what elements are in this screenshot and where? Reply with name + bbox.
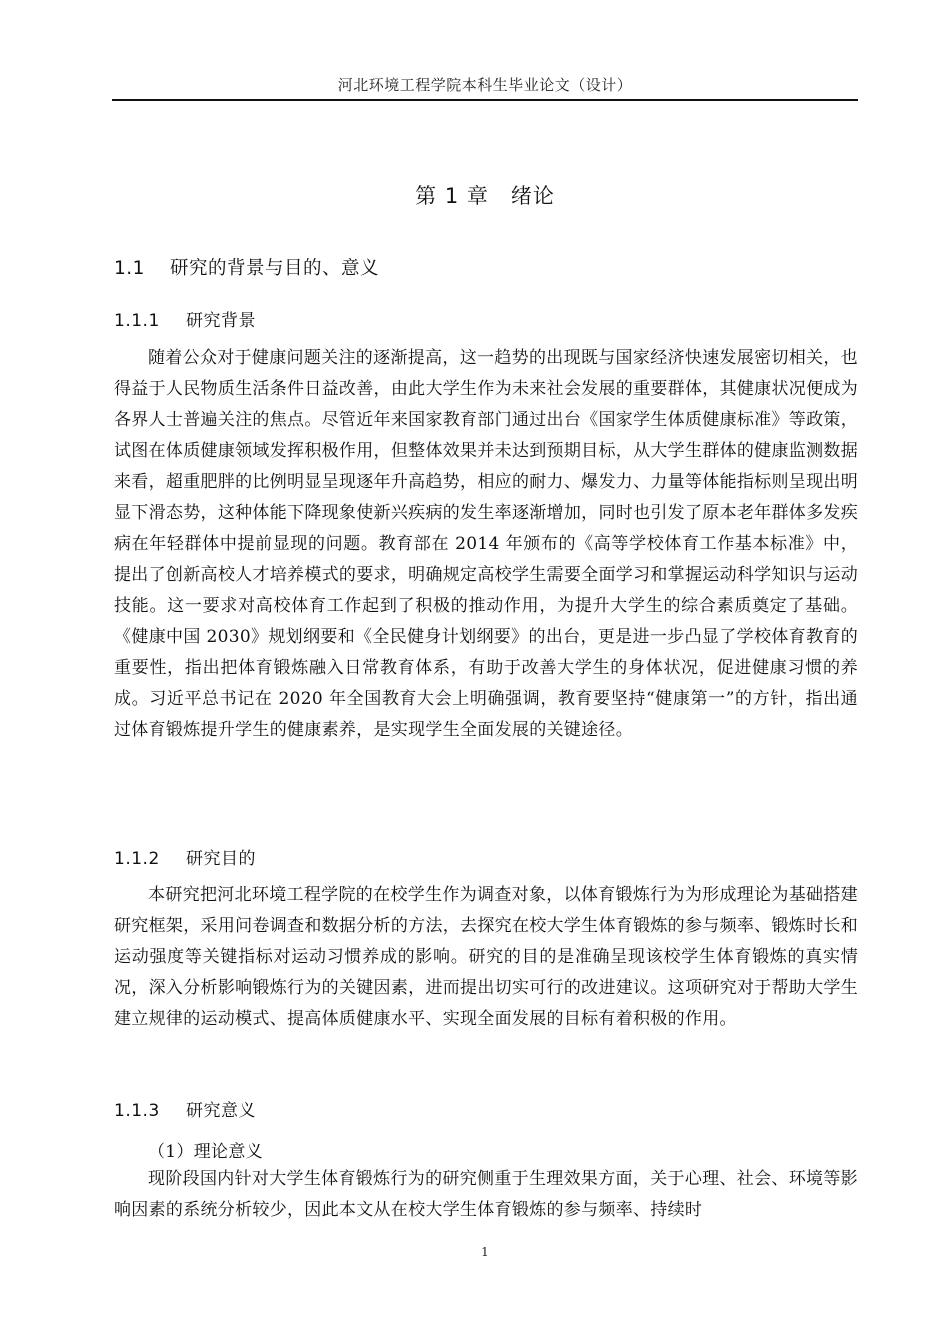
section-title: 研究的背景与目的、意义 xyxy=(170,258,380,279)
significance-paragraph: 现阶段国内针对大学生体育锻炼行为的研究侧重于生理效果方面，关于心理、社会、环境等影响因素的系统分析较少，因此本文从在校大学生体育锻炼的参与频率、持续时 xyxy=(114,1169,858,1220)
subsection-number: 1.1.1 xyxy=(114,311,160,331)
subsection-heading-1-1-2 xyxy=(114,844,256,869)
subsection-title: 研究目的 xyxy=(186,849,256,869)
page-header: 河北环境工程学院本科生毕业论文（设计） xyxy=(337,76,633,94)
chapter-number: 第 1 章 xyxy=(415,184,489,208)
section-heading-1-1 xyxy=(114,254,379,280)
subsection-heading-1-1-1 xyxy=(114,306,256,331)
purpose-paragraph: 本研究把河北环境工程学院的在校学生作为调查对象，以体育锻炼行为为形成理论为基础搭建研究框架，采用问卷调查和数据分析的方法，去探究在校大学生体育锻炼的参与频率、锻炼时长和运动强度等关键指标对运动习惯养成的影响。研究的目的是准确呈现该校学生体育锻炼的真实情况，深入分析影响锻炼行为的关键因素，进而提出切实可行的改进建议。这项研究对于帮助大学生建立规律的运动模式、提高体质健康水平、实现全面发展的目标有着积极的作用。 xyxy=(114,885,858,1029)
subsection-title: 研究背景 xyxy=(186,311,256,331)
background-paragraph: 随着公众对于健康问题关注的逐渐提高，这一趋势的出现既与国家经济快速发展密切相关，也得益于人民物质生活条件日益改善，由此大学生作为未来社会发展的重要群体，其健康状况便成为各界人士普遍关注的焦点。尽管近年来国家教育部门通过出台《国家学生体质健康标准》等政策，试图在体质健康领域发挥积极作用，但整体效果并未达到预期目标，从大学生群体的健康监测数据来看，超重肥胖的比例明显呈现逐年升高趋势，相应的耐力、爆发力、力量等体能指标则呈现出明显下滑态势，这种体能下降现象使新兴疾病的发生率逐渐增加，同时也引发了原本老年群体多发疾病在年轻群体中提前显现的问题。教育部在 2014 年颁布的《高等学校体育工作基本标准》中，提出了创新高校人才培养模式的要求，明确规定高校学生需要全面学习和掌握运动科学知识与运动技能。这一要求对高校体育工作起到了积极的推动作用，为提升大学生的综合素质奠定了基础。《健康中国 2030》规划纲要和《全民健身计划纲要》的出台，更是进一步凸显了学校体育教育的重要性，指出把体育锻炼融入日常教育体系，有助于改善大学生的身体状况，促进健康习惯的养成。习近平总书记在 2020 年全国教育大会上明确强调，教育要坚持“健康第一”的方针，指出通过体育锻炼提升学生的健康素养，是实现学生全面发展的关键途径。 xyxy=(114,348,858,740)
chapter-title xyxy=(112,180,858,210)
subsection-number: 1.1.3 xyxy=(114,1101,160,1121)
header-divider xyxy=(112,99,858,101)
chapter-name: 绪论 xyxy=(510,184,555,208)
section-number: 1.1 xyxy=(114,258,145,279)
subsection-heading-1-1-3 xyxy=(114,1096,256,1121)
theory-significance-label: （1）理论意义 xyxy=(148,1142,263,1162)
subsection-title: 研究意义 xyxy=(186,1101,256,1121)
page-number: 1 xyxy=(481,1245,489,1259)
subsection-number: 1.1.2 xyxy=(114,849,160,869)
